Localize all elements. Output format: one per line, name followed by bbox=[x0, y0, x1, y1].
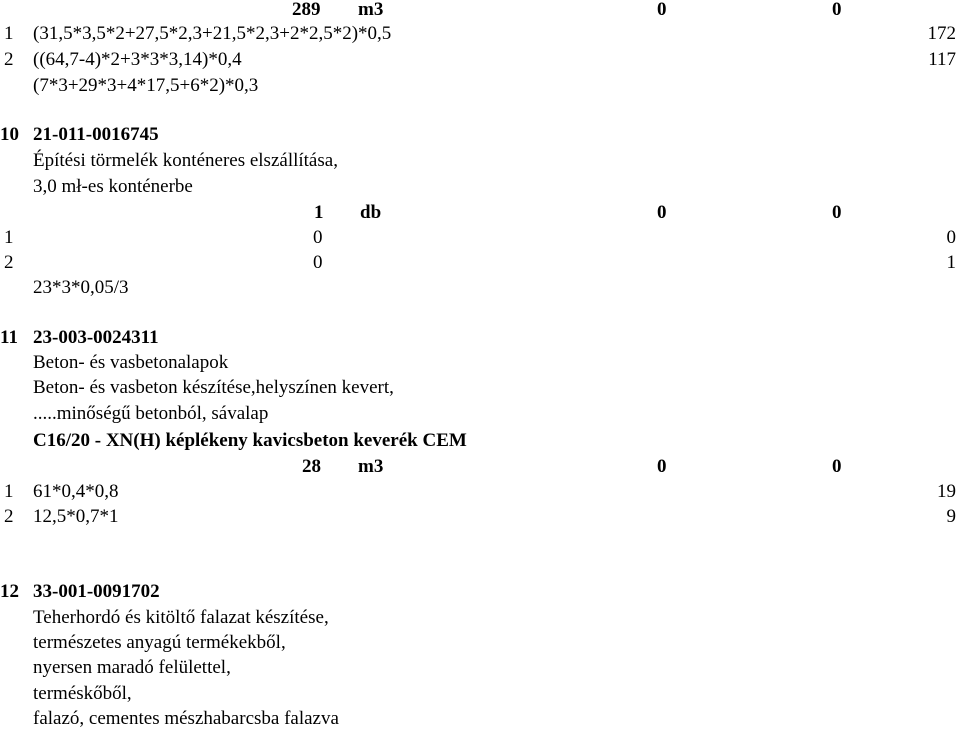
item-price2: 0 bbox=[832, 202, 842, 223]
item-number: 10 bbox=[0, 124, 19, 145]
item-description-line: Teherhordó és kitöltő falazat készítése, bbox=[33, 607, 329, 628]
item-qty: 1 bbox=[314, 202, 324, 223]
item-price1: 0 bbox=[657, 202, 667, 223]
item-code: 33-001-0091702 bbox=[33, 581, 160, 602]
summary-unit: m3 bbox=[358, 0, 384, 20]
measure-mid-value: 0 bbox=[313, 252, 323, 273]
measure-number: 2 bbox=[4, 252, 14, 273]
summary-qty: 289 bbox=[292, 0, 321, 20]
summary-price1: 0 bbox=[657, 0, 667, 20]
item-description-line: 3,0 mł-es konténerbe bbox=[33, 176, 193, 197]
measure-number: 2 bbox=[4, 506, 14, 527]
measure-formula: 23*3*0,05/3 bbox=[33, 277, 129, 298]
item-description-line: nyersen maradó felülettel, bbox=[33, 657, 231, 678]
measure-number: 1 bbox=[4, 23, 14, 44]
item-material: C16/20 - XN(H) képlékeny kavicsbeton keverék CEM bbox=[33, 430, 467, 451]
measure-number: 1 bbox=[4, 481, 14, 502]
item-unit: m3 bbox=[358, 456, 384, 477]
measure-mid-value: 0 bbox=[313, 227, 323, 248]
measure-formula: (7*3+29*3+4*17,5+6*2)*0,3 bbox=[33, 75, 259, 96]
measure-formula: (31,5*3,5*2+27,5*2,3+21,5*2,3+2*2,5*2)*0,5 bbox=[33, 23, 392, 44]
measure-result: 0 bbox=[946, 227, 956, 248]
item-unit: db bbox=[360, 202, 382, 223]
measure-number: 1 bbox=[4, 227, 14, 248]
measure-formula: ((64,7-4)*2+3*3*3,14)*0,4 bbox=[33, 49, 242, 70]
measure-result: 172 bbox=[927, 23, 956, 44]
item-code: 21-011-0016745 bbox=[33, 124, 159, 145]
item-qty: 28 bbox=[302, 456, 321, 477]
item-price1: 0 bbox=[657, 456, 667, 477]
summary-price2: 0 bbox=[832, 0, 842, 20]
item-description-line: Építési törmelék konténeres elszállítása, bbox=[33, 150, 338, 171]
measure-formula: 12,5*0,7*1 bbox=[33, 506, 119, 527]
item-description-line: természetes anyagú termékekből, bbox=[33, 632, 286, 653]
item-price2: 0 bbox=[832, 456, 842, 477]
item-number: 11 bbox=[0, 327, 18, 348]
measure-result: 19 bbox=[937, 481, 956, 502]
item-description-line: falazó, cementes mészhabarcsba falazva bbox=[33, 708, 339, 729]
item-description-line: Beton- és vasbeton készítése,helyszínen kevert, bbox=[33, 377, 394, 398]
item-description-line: terméskőből, bbox=[33, 683, 132, 704]
measure-result: 1 bbox=[946, 252, 956, 273]
item-description-line: .....minőségű betonból, sávalap bbox=[33, 403, 269, 424]
measure-formula: 61*0,4*0,8 bbox=[33, 481, 119, 502]
item-code: 23-003-0024311 bbox=[33, 327, 159, 348]
measure-number: 2 bbox=[4, 49, 14, 70]
measure-result: 9 bbox=[946, 506, 956, 527]
item-description-line: Beton- és vasbetonalapok bbox=[33, 352, 229, 373]
measure-result: 117 bbox=[928, 49, 956, 70]
item-number: 12 bbox=[0, 581, 19, 602]
